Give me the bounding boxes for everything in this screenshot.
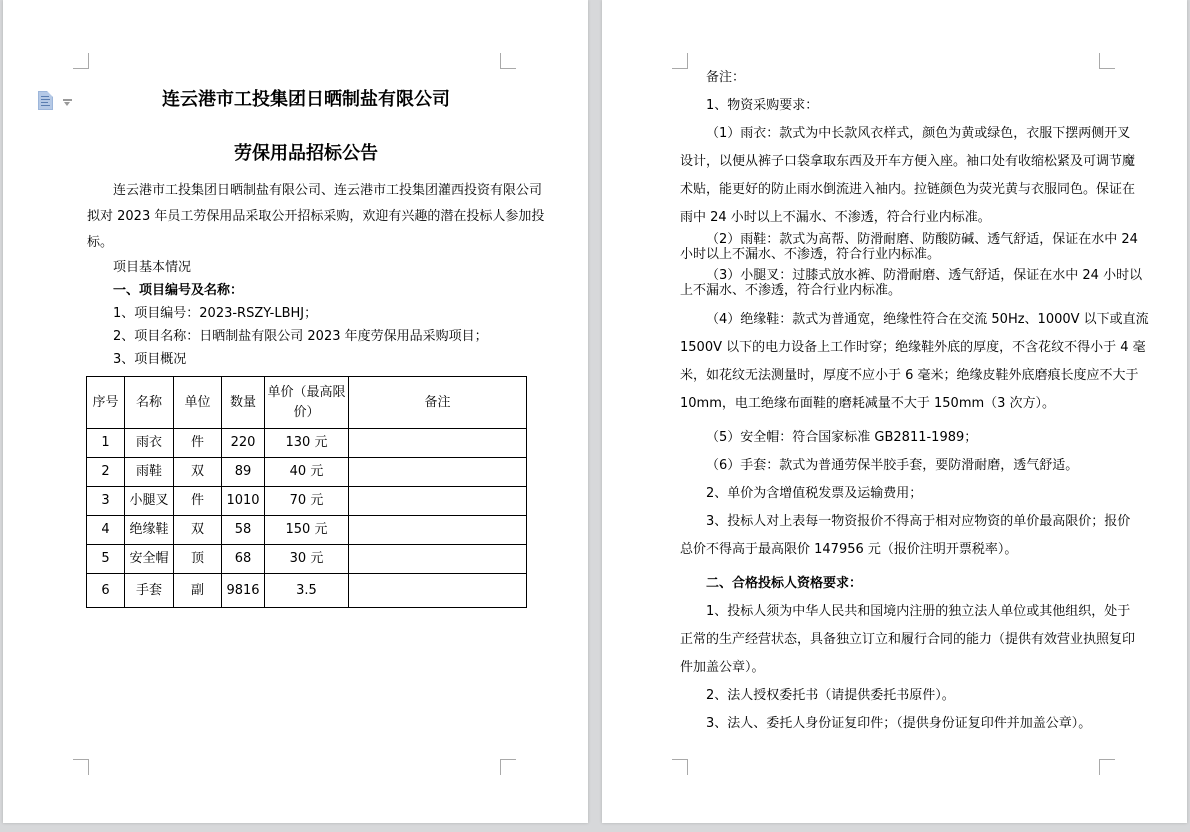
text-line: 3、法人、委托人身份证复印件；（提供身份证复印件并加盖公章）。 <box>706 716 1092 731</box>
text-line: 3、项目概况 <box>113 352 187 367</box>
table-cell: 3.5 <box>265 574 349 608</box>
text-line: 设计，以便从裤子口袋拿取东西及开车方便入座。袖口处有收缩松紧及可调节魔 <box>680 154 1136 169</box>
table-header-cell: 数量 <box>222 377 265 429</box>
table-cell: 130 元 <box>265 429 349 458</box>
table-cell: 40 元 <box>265 458 349 487</box>
table-cell <box>349 487 527 516</box>
table-cell: 雨鞋 <box>125 458 174 487</box>
table-row <box>87 516 527 545</box>
document-page-2[interactable] <box>602 0 1187 823</box>
table-row <box>87 574 527 608</box>
text-line: 拟对 2023 年员工劳保用品采取公开招标采购，欢迎有兴趣的潜在投标人参加投 <box>87 209 545 224</box>
section-heading: 二、合格投标人资格要求： <box>706 576 863 591</box>
text-line: （5）安全帽：符合国家标准 GB2811-1989； <box>706 430 978 445</box>
table-row <box>87 487 527 516</box>
table-cell <box>349 516 527 545</box>
text-line: 2、法人授权委托书（请提供委托书原件）。 <box>706 688 955 703</box>
table-cell: 70 元 <box>265 487 349 516</box>
table-cell: 雨衣 <box>125 429 174 458</box>
table-cell <box>349 429 527 458</box>
table-cell: 件 <box>174 429 222 458</box>
table-cell: 双 <box>174 458 222 487</box>
table-cell <box>349 574 527 608</box>
table-cell: 顶 <box>174 545 222 574</box>
table-cell: 4 <box>87 516 125 545</box>
table-cell <box>349 458 527 487</box>
document-page-1[interactable] <box>3 0 588 823</box>
text-line: 1500V 以下的电力设备上工作时穿；绝缘鞋外底的厚度，不含花纹不得小于 4 毫 <box>680 340 1146 355</box>
paste-options-button[interactable] <box>36 91 74 113</box>
text-line: 雨中 24 小时以上不漏水、不渗透，符合行业内标准。 <box>680 210 991 225</box>
text-line: 1、项目编号：2023-RSZY-LBHJ； <box>113 306 318 321</box>
margin-crop-mark-bottom-right <box>500 759 516 775</box>
table-header-row <box>87 377 527 429</box>
table-cell: 2 <box>87 458 125 487</box>
table-cell: 58 <box>222 516 265 545</box>
text-line: （1）雨衣：款式为中长款风衣样式，颜色为黄或绿色，衣服下摆两侧开叉 <box>706 126 1131 141</box>
table-cell: 安全帽 <box>125 545 174 574</box>
table-cell: 件 <box>174 487 222 516</box>
table-cell: 1010 <box>222 487 265 516</box>
margin-crop-mark-bottom-left <box>73 759 89 775</box>
table-cell: 副 <box>174 574 222 608</box>
text-line: 1、投标人须为中华人民共和国境内注册的独立法人单位或其他组织，处于 <box>706 604 1131 619</box>
text-line: 3、投标人对上表每一物资报价不得高于相对应物资的单价最高限价；报价 <box>706 514 1131 529</box>
text-line: （6）手套：款式为普通劳保半胶手套，要防滑耐磨，透气舒适。 <box>706 458 1079 473</box>
text-line: 2、单价为含增值税发票及运输费用； <box>706 486 923 501</box>
table-header-cell: 备注 <box>349 377 527 429</box>
text-line: 小时以上不漏水、不渗透，符合行业内标准。 <box>680 247 941 262</box>
margin-crop-mark-bottom-left <box>672 759 688 775</box>
table-cell <box>349 545 527 574</box>
table-header-cell: 序号 <box>87 377 125 429</box>
text-line: 连云港市工投集团日晒制盐有限公司、连云港市工投集团灌西投资有限公司 <box>113 183 543 198</box>
text-line: （4）绝缘鞋：款式为普通宽，绝缘性符合在交流 50Hz、1000V 以下或直流 <box>706 312 1149 327</box>
doc-subtitle: 劳保用品招标公告 <box>234 143 378 164</box>
table-cell: 150 元 <box>265 516 349 545</box>
table-cell: 68 <box>222 545 265 574</box>
table-cell: 6 <box>87 574 125 608</box>
text-line: 正常的生产经营状态，具备独立订立和履行合同的能力（提供有效营业执照复印 <box>680 632 1136 647</box>
text-line: 总价不得高于最高限价 147956 元（报价注明开票税率）。 <box>680 542 1018 557</box>
margin-crop-mark-bottom-right <box>1099 759 1115 775</box>
table-cell: 3 <box>87 487 125 516</box>
table-cell: 绝缘鞋 <box>125 516 174 545</box>
table-cell: 30 元 <box>265 545 349 574</box>
text-line: 米，如花纹无法测量时，厚度不应小于 6 毫米；绝缘皮鞋外底磨痕长度应不大于 <box>680 368 1139 383</box>
clipboard-icon <box>38 91 53 110</box>
text-line: （2）雨鞋：款式为高帮、防滑耐磨、防酸防碱、透气舒适，保证在水中 24 <box>706 232 1138 247</box>
table-header-cell: 名称 <box>125 377 174 429</box>
table-header-cell: 单位 <box>174 377 222 429</box>
text-line: （3）小腿叉：过膝式放水裤、防滑耐磨、透气舒适，保证在水中 24 小时以 <box>706 268 1143 283</box>
page2-text-column <box>680 0 1149 738</box>
table-cell: 9816 <box>222 574 265 608</box>
text-line: 术贴，能更好的防止雨水倒流进入袖内。拉链颜色为荧光黄与衣服同色。保证在 <box>680 182 1136 197</box>
text-line: 2、项目名称：日晒制盐有限公司 2023 年度劳保用品采购项目； <box>113 329 488 344</box>
table-cell: 手套 <box>125 574 174 608</box>
items-table <box>86 376 527 608</box>
section-heading: 一、项目编号及名称： <box>113 283 244 298</box>
table-cell: 1 <box>87 429 125 458</box>
text-line: 标。 <box>87 235 114 250</box>
table-cell: 220 <box>222 429 265 458</box>
page1-text-column <box>87 0 545 608</box>
table-header-cell: 单价（最高限价） <box>265 377 349 429</box>
table-cell: 双 <box>174 516 222 545</box>
text-line: 备注： <box>706 70 746 85</box>
chevron-down-icon[interactable] <box>63 99 72 106</box>
table-cell: 5 <box>87 545 125 574</box>
doc-title: 连云港市工投集团日晒制盐有限公司 <box>162 89 450 110</box>
table-cell: 89 <box>222 458 265 487</box>
text-line: 件加盖公章）。 <box>680 660 765 675</box>
table-cell: 小腿叉 <box>125 487 174 516</box>
text-line: 10mm，电工绝缘布面鞋的磨耗减量不大于 150mm（3 次方）。 <box>680 396 1056 411</box>
table-row <box>87 545 527 574</box>
table-row <box>87 458 527 487</box>
table-row <box>87 429 527 458</box>
text-line: 项目基本情况 <box>113 260 192 275</box>
text-line: 上不漏水、不渗透，符合行业内标准。 <box>680 283 902 298</box>
text-line: 1、物资采购要求： <box>706 98 819 113</box>
